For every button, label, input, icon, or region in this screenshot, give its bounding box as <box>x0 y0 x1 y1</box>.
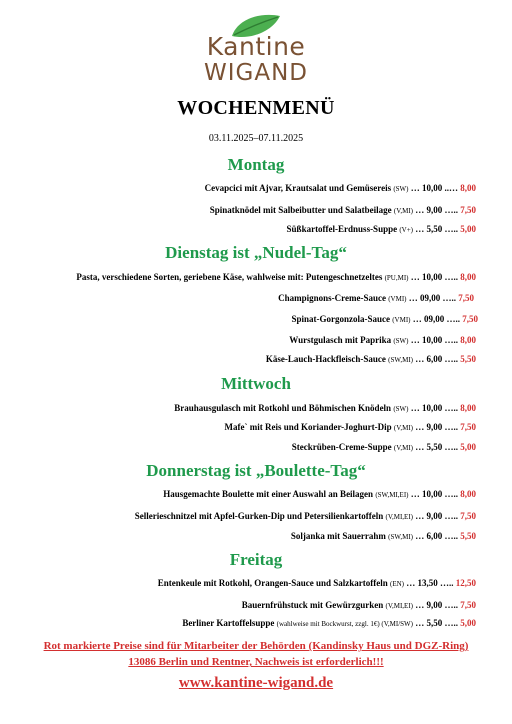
reduced-price: 8,00 <box>460 183 476 193</box>
dish-name: Wurstgulasch mit Paprika <box>289 335 392 345</box>
allergen-tag: (VMI) <box>392 316 411 324</box>
regular-price: 10,00 <box>422 489 443 499</box>
regular-price: 9,00 <box>426 205 443 215</box>
reduced-price: 8,00 <box>460 335 476 345</box>
dish-name: Käse-Lauch-Hackfleisch-Sauce <box>265 354 386 364</box>
allergen-tag: (EN) <box>390 580 404 588</box>
reduced-price: 7,50 <box>460 205 476 215</box>
regular-price: 6,00 <box>426 354 443 364</box>
day-heading-tuesday: Dienstag ist „Nudel-Tag“ <box>165 243 347 262</box>
allergen-tag: (PU,MI) <box>384 274 409 282</box>
day-heading-thursday: Donnerstag ist „Boulette-Tag“ <box>146 461 366 480</box>
allergen-tag: (V+) <box>399 226 413 234</box>
logo-text-wigand: WIGAND <box>204 60 308 86</box>
allergen-tag: (VMI) <box>388 295 407 303</box>
day-heading-wednesday: Mittwoch <box>221 374 291 393</box>
reduced-price: 7,50 <box>460 600 476 610</box>
dish-name: Berliner Kartoffelsuppe <box>182 618 275 628</box>
reduced-price: 5,50 <box>460 531 476 541</box>
allergen-tag: (SW,MI,EI) <box>375 491 409 499</box>
regular-price: 10,00 <box>422 335 443 345</box>
regular-price: 09,00 <box>420 293 441 303</box>
dish-name: Steckrüben-Creme-Suppe <box>291 442 392 452</box>
menu-title: WOCHENMENÜ <box>177 97 335 119</box>
regular-price: 5,50 <box>426 618 443 628</box>
allergen-tag: (V,MI) <box>393 207 413 215</box>
menu-item: Steckrüben-Creme-Suppe (V,MI) … 5,50 ….. 5,00 <box>291 442 476 452</box>
menu-item: Champignons-Creme-Sauce (VMI) … 09,00 ….. 7,50 <box>278 293 474 303</box>
allergen-tag: (SW,MI) <box>388 356 413 364</box>
dish-name: Süßkartoffel-Erdnuss-Suppe <box>286 224 398 234</box>
allergen-tag: (V,MI,EI) <box>385 602 413 610</box>
dish-name: Pasta, verschiedene Sorten, geriebene Käse, wahlweise mit: Putengeschnetzeltes <box>76 272 383 282</box>
dish-name: Bauernfrühstuck mit Gewürzgurken <box>241 600 384 610</box>
dish-name: Sellerieschnitzel mit Apfel-Gurken-Dip und Petersilienkartoffeln <box>134 511 384 521</box>
dish-name: Spinat-Gorgonzola-Sauce <box>291 314 390 324</box>
reduced-price: 8,00 <box>460 272 476 282</box>
reduced-price: 5,00 <box>460 618 476 628</box>
reduced-price: 7,50 <box>460 511 476 521</box>
menu-item: Käse-Lauch-Hackfleisch-Sauce (SW,MI) … 6,00 ….. 5,50 <box>265 354 476 364</box>
logo <box>0 6 512 86</box>
menu-item: Wurstgulasch mit Paprika (SW) … 10,00 ….. 8,00 <box>289 335 476 345</box>
dish-name: Mafe` mit Reis und Koriander-Joghurt-Dip <box>224 422 392 432</box>
regular-price: 9,00 <box>426 511 443 521</box>
reduced-price: 8,00 <box>460 489 476 499</box>
menu-item: Cevapcici mit Ajvar, Krautsalat und Gemüsereis (SW) … 10,00 ..… 8,00 <box>204 183 476 193</box>
price-note-line2: 13086 Berlin und Rentner, Nachweis ist erforderlich!!! <box>128 656 384 668</box>
day-heading-monday: Montag <box>227 155 285 174</box>
reduced-price: 5,00 <box>460 224 476 234</box>
regular-price: 13,50 <box>417 578 438 588</box>
website-link[interactable]: www.kantine-wigand.de <box>178 675 334 691</box>
menu-item: Hausgemachte Boulette mit einer Auswahl an Beilagen (SW,MI,EI) … 10,00 ….. 8,00 <box>163 489 476 499</box>
regular-price: 5,50 <box>426 442 443 452</box>
allergen-tag: (V,MI,EI) <box>385 513 413 521</box>
regular-price: 9,00 <box>426 422 443 432</box>
menu-item: Pasta, verschiedene Sorten, geriebene Käse, wahlweise mit: Putengeschnetzeltes (PU,MI) … 10,00 ….. 8,00 <box>76 272 476 282</box>
menu-item: Entenkeule mit Rotkohl, Orangen-Sauce und Salzkartoffeln (EN) … 13,50 ….. 12,50 <box>157 578 476 588</box>
allergen-tag: (V,MI) <box>393 424 413 432</box>
day-heading-friday: Freitag <box>229 550 283 569</box>
dish-name: Hausgemachte Boulette mit einer Auswahl an Beilagen <box>163 489 374 499</box>
regular-price: 6,00 <box>426 531 443 541</box>
dish-name: Spinatknödel mit Salbeibutter und Salatbeilage <box>209 205 392 215</box>
reduced-price: 8,00 <box>460 403 476 413</box>
menu-item: Mafe` mit Reis und Koriander-Joghurt-Dip (V,MI) … 9,00 ….. 7,50 <box>224 422 476 432</box>
regular-price: 10,00 <box>422 403 443 413</box>
reduced-price: 5,50 <box>460 354 476 364</box>
price-note-line1: Rot markierte Preise sind für Mitarbeiter der Behörden (Kandinsky Haus und DGZ-Ring) <box>43 640 469 652</box>
reduced-price: 5,00 <box>460 442 476 452</box>
menu-item: Soljanka mit Sauerrahm (SW,MI) … 6,00 ….. 5,50 <box>290 531 476 541</box>
menu-item: Brauhausgulasch mit Rotkohl und Böhmischen Knödeln (SW) … 10,00 ….. 8,00 <box>174 403 476 413</box>
allergen-tag: (wahlweise mit Bockwurst, zzgl. 1€) (V,MI/SW) <box>276 620 413 628</box>
reduced-price: 7,50 <box>462 314 478 324</box>
dish-name: Cevapcici mit Ajvar, Krautsalat und Gemüsereis <box>204 183 392 193</box>
dish-name: Soljanka mit Sauerrahm <box>290 531 386 541</box>
regular-price: 10,00 <box>422 272 443 282</box>
menu-item: Süßkartoffel-Erdnuss-Suppe (V+) … 5,50 ….. 5,00 <box>286 224 476 234</box>
reduced-price: 7,50 <box>460 422 476 432</box>
allergen-tag: (SW) <box>393 405 409 413</box>
menu-item: Bauernfrühstuck mit Gewürzgurken (V,MI,EI) … 9,00 ….. 7,50 <box>241 600 476 610</box>
dish-name: Entenkeule mit Rotkohl, Orangen-Sauce und Salzkartoffeln <box>157 578 388 588</box>
regular-price: 5,50 <box>426 224 443 234</box>
menu-item: Sellerieschnitzel mit Apfel-Gurken-Dip und Petersilienkartoffeln (V,MI,EI) … 9,00 ….. 7,50 <box>134 511 476 521</box>
dish-name: Champignons-Creme-Sauce <box>278 293 386 303</box>
reduced-price: 12,50 <box>455 578 476 588</box>
menu-item: Berliner Kartoffelsuppe (wahlweise mit Bockwurst, zzgl. 1€) (V,MI/SW) … 5,50 ….. 5,00 <box>182 618 476 628</box>
allergen-tag: (V,MI) <box>393 444 413 452</box>
regular-price: 9,00 <box>426 600 443 610</box>
reduced-price: 7,50 <box>458 293 474 303</box>
regular-price: 09,00 <box>424 314 445 324</box>
allergen-tag: (SW) <box>393 185 409 193</box>
allergen-tag: (SW,MI) <box>388 533 413 541</box>
week-dates: 03.11.2025–07.11.2025 <box>208 133 304 144</box>
menu-item: Spinat-Gorgonzola-Sauce (VMI) … 09,00 ….. 7,50 <box>291 314 478 324</box>
regular-price: 10,00 <box>422 183 443 193</box>
menu-item: Spinatknödel mit Salbeibutter und Salatbeilage (V,MI) … 9,00 ….. 7,50 <box>209 205 476 215</box>
logo-text-kantine: Kantine <box>206 32 306 61</box>
allergen-tag: (SW) <box>393 337 409 345</box>
price-note <box>0 638 512 670</box>
dish-name: Brauhausgulasch mit Rotkohl und Böhmischen Knödeln <box>174 403 392 413</box>
